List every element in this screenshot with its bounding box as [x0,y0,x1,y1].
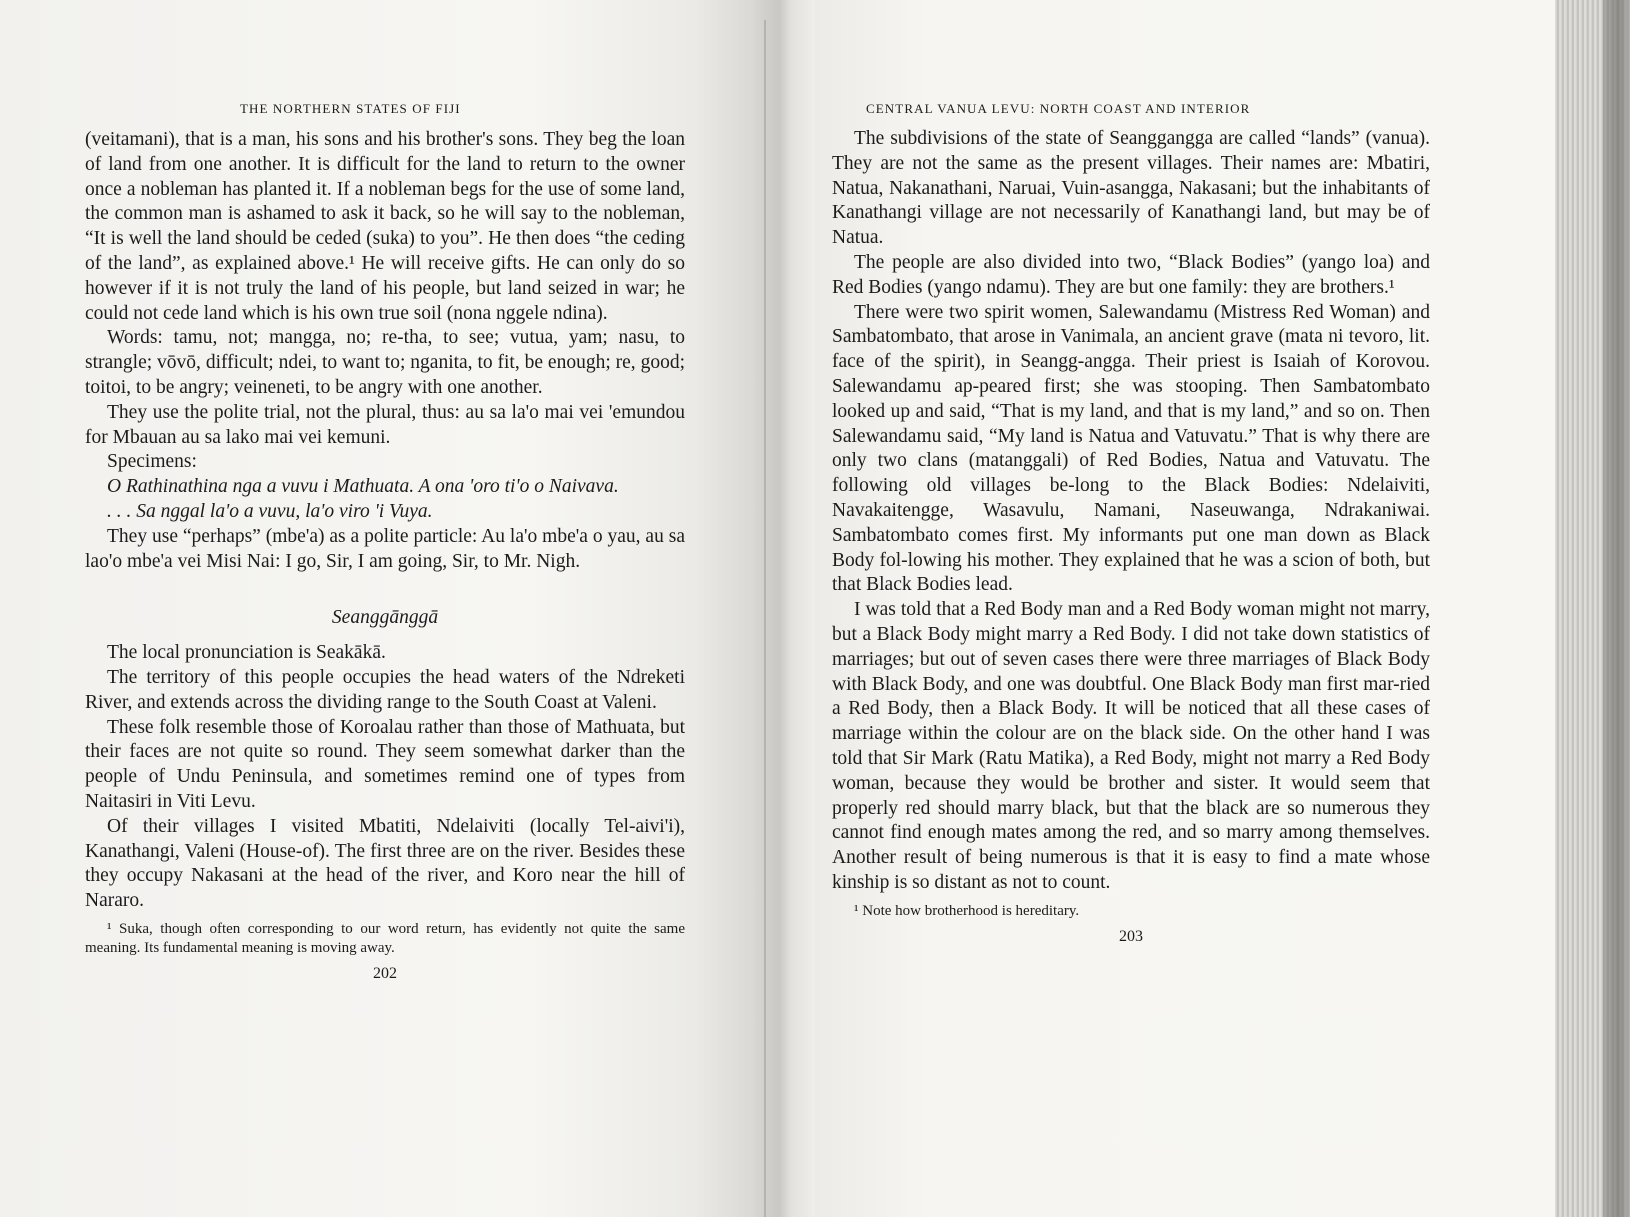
left-paragraph-3: They use the polite trial, not the plural, thus: au sa la'o mai vei 'emundou for Mbauan au sa lako mai vei kemuni. [85,401,685,448]
left-paragraph-1: (veitamani), that is a man, his sons and his brother's sons. They beg the loan of land from one another. It is difficult for the land to return to the owner once a nobleman has planted it. If a nobleman begs for the use of some land, the common man is ashamed to ask it back, so he will say to the nobleman, “It is well the land should be ceded (suka) to you”. He then does “the ceding of the land”, as explained above.¹ He will receive gifts. He can only do so however if it is not truly the land of his people, but land seized in war; he could not cede land which is his own true soil (nona nggele ndina). [85,129,685,324]
section-paragraph-2: The territory of this people occupies the head waters of the Ndreketi River, and extends across the dividing range to the South Coast at Valeni. [85,666,685,713]
section-paragraph-4: Of their villages I visited Mbatiti, Ndelaiviti (locally Tel-aivi'i), Kanathangi, Valeni (House-of). The first three are on the river. Besides these they occupy Nakasani at the head of the river, and Koro near the hill of Nararo. [85,815,685,912]
right-paragraph-2: The people are also divided into two, “Black Bodies” (yango loa) and Red Bodies (yango ndamu). They are but one family: they are brothers.¹ [832,251,1430,298]
right-running-head: CENTRAL VANUA LEVU: NORTH COAST AND INTERIOR [866,101,1251,116]
specimen-line-1: O Rathinathina nga a vuvu i Mathuata. A ona 'oro ti'o o Naivava. [107,476,619,498]
right-page-number: 203 [1119,927,1143,945]
section-paragraph-3: These folk resemble those of Koroalau rather than those of Mathuata, but their faces are not quite so round. They seem somewhat darker than the people of Undu Peninsula, and sometimes remind one of types from Naitasiri in Viti Levu. [85,716,685,812]
left-running-head: THE NORTHERN STATES OF FIJI [240,101,461,116]
section-paragraph-1: The local pronunciation is Seakākā. [107,642,386,664]
left-paragraph-4: Specimens: [107,451,197,473]
specimen-line-2: . . . Sa nggal la'o a vuvu, la'o viro 'i Vuya. [107,500,433,522]
right-paragraph-4: I was told that a Red Body man and a Red Body woman might not marry, but a Black Body might marry a Red Body. I did not take down statistics of marriages; but out of seven cases there were three marriages of Black Body with Black Body, and one was doubtful. One Black Body man first mar-ried a Red Body, then a Black Body. It will be noticed that all these cases of marriage within the colour are on the black side. On the other hand I was told that Sir Mark (Ratu Matika), a Red Body, might not marry a Red Body woman, because they would be brother and sister. It would seem that properly red should marry black, but that the black are so numerous they cannot find enough mates among the red, and so marry among themselves. Another result of being numerous is that it is easy to find a mate whose kinship is so distant as not to count. [832,599,1430,893]
right-text-block [832,127,1430,950]
gutter-fold [764,20,766,1217]
left-page-number: 202 [373,964,397,982]
right-footnote: ¹ Note how brotherhood is hereditary. [854,902,1080,919]
section-heading: Seanggānggā [331,607,439,629]
right-paragraph-3: There were two spirit women, Salewandamu (Mistress Red Woman) and Sambatombato, that arose in Vanimala, an ancient grave (mata ni tevoro, lit. face of the spirit), in Seangg-angga. Their priest is Isaiah of Korovou. Salewandamu ap-peared first; she was stooping. Then Sambatombato looked up and said, “That is my land, and that is my land,” and so on. Then Salewandamu said, “My land is Natua and Vatuvatu.” That is why there are only two clans (matanggali) of Red Bodies, Natua and Vatuvatu. The following old villages be-long to the Black Bodies: Ndelaiviti, Navakaitengge, Wasavulu, Namani, Naseuwanga, Ndrakaniwai. Sambatombato comes first. My informants put one man down as Black Body fol-lowing his mother. They explained that he was a scion of both, but that Black Bodies lead. [832,301,1430,596]
page-edge-shadow [1603,0,1630,1217]
left-footnote: ¹ Suka, though often corresponding to our word return, has evidently not quite the same meaning. Its fundamental meaning is moving away. [85,920,685,956]
left-paragraph-2: Words: tamu, not; mangga, no; re-tha, to see; vutua, yam; nasu, to strangle; vōvō, difficult; ndei, to want to; nganita, to fit, be enough; re, good; toitoi, to be angry; veineneti, to be angry with one another. [85,327,685,398]
left-paragraph-5: They use “perhaps” (mbe'a) as a polite particle: Au la'o mbe'a o yau, au sa lao'o mbe'a vei Misi Nai: I go, Sir, I am going, Sir, to Mr. Nigh. [85,525,685,572]
right-paragraph-1: The subdivisions of the state of Seanggangga are called “lands” (vanua). They are not the same as the present villages. Their names are: Mbatiri, Natua, Nakanathani, Naruai, Vuin-asangga, Nakasani; but the inhabitants of Kanathangi village are not necessarily of Kanathangi land, but may be of Natua. [832,128,1430,249]
left-text-block [85,128,685,987]
